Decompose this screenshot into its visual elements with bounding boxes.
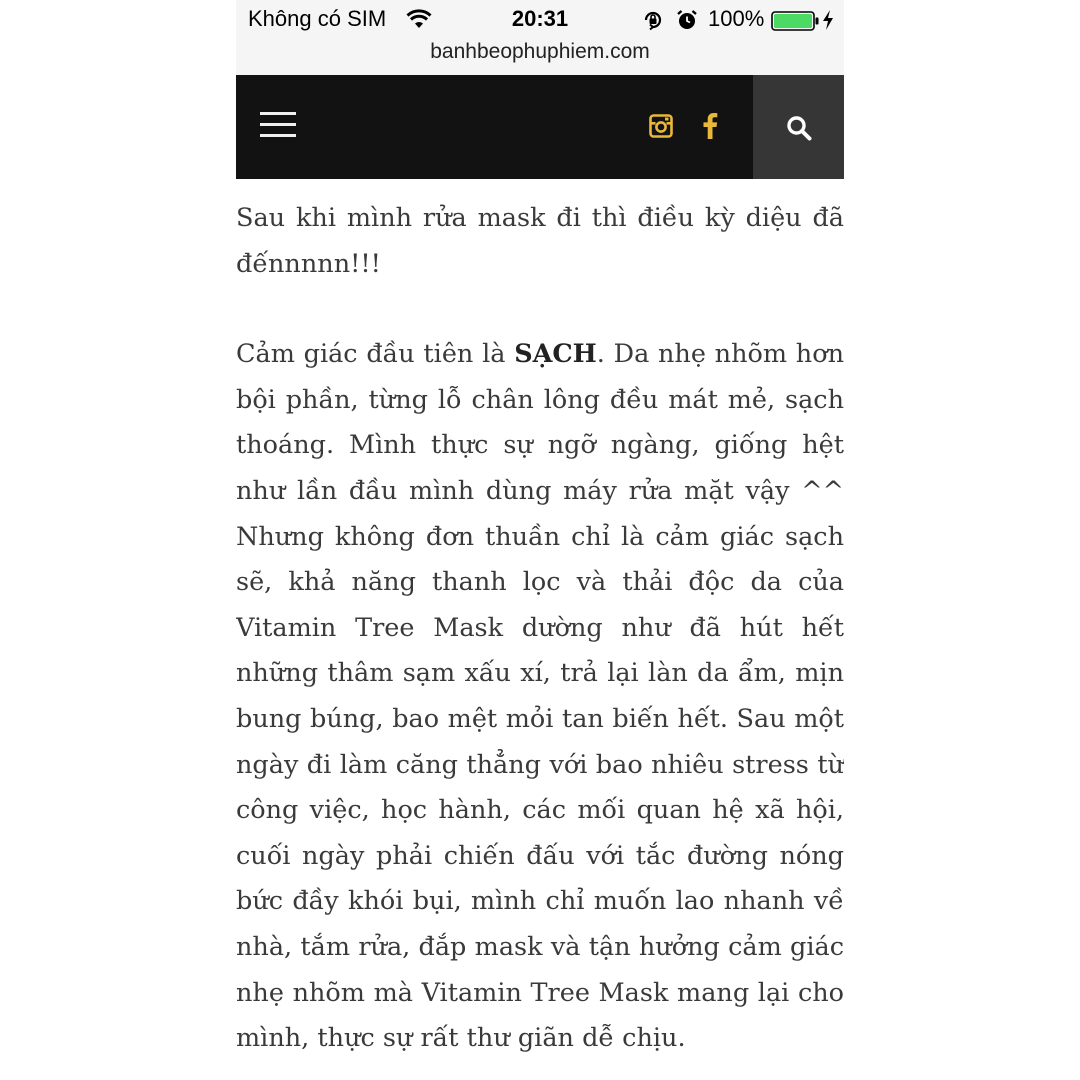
search-button[interactable] <box>753 75 844 179</box>
battery-icon <box>771 11 819 31</box>
instagram-icon[interactable] <box>649 114 673 138</box>
menu-icon[interactable] <box>260 112 296 138</box>
status-bar <box>236 0 844 75</box>
status-row <box>236 4 844 36</box>
article-body <box>236 196 844 1062</box>
orientation-lock-icon <box>642 9 664 31</box>
search-icon <box>786 115 812 141</box>
bold-keyword: SẠCH <box>514 339 597 370</box>
phone-screen <box>236 0 844 1080</box>
article-paragraph <box>236 332 844 1062</box>
paragraph-text: . Da nhẹ nhõm hơn bội phần, từng lỗ chân lông đều mát mẻ, sạch thoáng. Mình thực sự ngỡ ngàng, giống hệt như lần đầu mình dùng máy rửa mặt vậy ^^ Nhưng không đơn thuần chỉ là cảm giác sạch sẽ, khả năng thanh lọc và thải độc da của Vitamin Tree Mask dường như đã hút hết những thâm sạm xấu xí, trả lại làn da ẩm, mịn bung búng, bao mệt mỏi tan biến hết. Sau một ngày đi làm căng thẳng với bao nhiêu stress từ công việc, học hành, các mối quan hệ xã hội, cuối ngày phải chiến đấu với tắc đường nóng bức đầy khói bụi, mình chỉ muốn lao nhanh về nhà, tắm rửa, đắp mask và tận hưởng cảm giác nhẹ nhõm mà Vitamin Tree Mask mang lại cho mình, thực sự rất thư giãn dễ chịu. <box>236 339 844 1054</box>
site-navbar <box>236 75 844 179</box>
paragraph-text: Cảm giác đầu tiên là <box>236 339 515 370</box>
clock: 20:31 <box>511 6 569 31</box>
alarm-icon <box>676 9 698 31</box>
address-bar[interactable]: banhbeophuphiem.com <box>430 40 650 63</box>
battery-percent: 100% <box>708 6 765 31</box>
carrier-label: Không có SIM <box>248 6 387 31</box>
article-paragraph: Sau khi mình rửa mask đi thì điều kỳ diệu đã đếnnnnn!!! <box>236 203 844 279</box>
facebook-icon[interactable] <box>702 112 718 139</box>
charging-bolt-icon <box>822 10 834 30</box>
